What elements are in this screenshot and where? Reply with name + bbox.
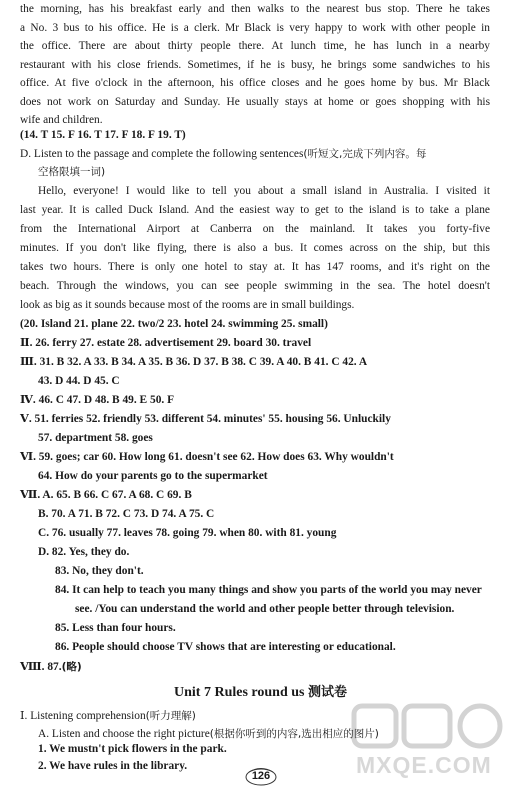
answers-section-7d-84-cont: see. /You can understand the world and other people better through television. [75, 603, 455, 615]
passage-c-line: the office. There are about thirty people there. At lunch time, he has lunch in a nearby [20, 40, 490, 52]
answers-section-6-cont: 64. How do your parents go to the supermarket [38, 470, 268, 482]
answers-section-6: Ⅵ. 59. goes; car 60. How long 61. doesn't see 62. How does 63. Why wouldn't [20, 451, 394, 463]
passage-c-line: does not work on Saturday and Sunday. He usually stays at home or goes shopping with his [20, 95, 490, 108]
listening-part-a-en: A. Listen and choose the right picture [38, 728, 210, 740]
answers-section-7d-83: 83. No, they don't. [55, 565, 144, 577]
answers-section-2: Ⅱ. 26. ferry 27. estate 28. advertisement 29. board 30. travel [20, 337, 312, 349]
passage-c-line: a No. 3 bus to his office. He is a clerk. Mr Black is very happy to work with other people in [20, 21, 490, 34]
answers-section-5: Ⅴ. 51. ferries 52. friendly 53. different 54. minutes' 55. housing 56. Unluckily [20, 413, 391, 425]
answers-section-7d-84: 84. It can help to teach you many things and show you parts of the world you may never [55, 584, 482, 596]
listening-heading [20, 708, 196, 724]
passage-d-line: from the International Airport at Canberra on the mainland. It takes you forty-five [20, 223, 490, 235]
passage-d-line: beach. Through the windows, you can see people swimming in the sea. The hotel doesn't [20, 280, 490, 292]
answers-section-7d-85: 85. Less than four hours. [55, 622, 176, 634]
answers-section-7a: Ⅶ. A. 65. B 66. C 67. A 68. C 69. B [20, 489, 192, 501]
passage-c-line: office. At five o'clock in the afternoon, his office closes and he goes home by bus. Mr Black [20, 77, 490, 89]
section-d-instruction-en: D. Listen to the passage and complete the following sentences [20, 148, 304, 160]
answers-section-8-num: Ⅷ. 87. [20, 661, 62, 673]
passage-c-line: restaurant with his close friends. Sometimes, if he is busy, he brings some sandwiches to his [20, 58, 490, 71]
passage-c-answers: (14. T 15. F 16. T 17. F 18. F 19. T) [20, 129, 186, 141]
page-number-text: 126 [251, 770, 271, 782]
answers-section-8 [20, 659, 82, 675]
watermark-logo-icon [348, 700, 518, 755]
watermark-text: MXQE.COM [356, 752, 492, 778]
listening-item-2: 2. We have rules in the library. [38, 760, 188, 772]
watermark [348, 700, 518, 782]
listening-item-1: 1. We mustn't pick flowers in the park. [38, 743, 227, 755]
section-d-instruction [20, 146, 426, 162]
answers-section-7d-86: 86. People should choose TV shows that are interesting or educational. [55, 641, 396, 653]
unit-title-cn: 测试卷 [307, 685, 347, 700]
answers-section-3-cont: 43. D 44. D 45. C [38, 375, 120, 387]
passage-d-line: minutes. If you don't like flying, there is also a bus. It comes across on the ship, but this [20, 242, 490, 254]
answers-section-5-cont: 57. department 58. goes [38, 432, 153, 444]
passage-d-line: last year. It is called Duck Island. And the easiest way to get to the island is to take a plane [20, 204, 490, 216]
section-d-instruction-cn: (听短文,完成下列内容。每 [303, 148, 427, 160]
answers-section-8-note: (略) [61, 661, 82, 673]
answers-section-7b: B. 70. A 71. B 72. C 73. D 74. A 75. C [38, 508, 215, 520]
passage-d-line: Hello, everyone! I would like to tell you about a small island in Australia. I visited it [38, 185, 490, 197]
passage-c-line: wife and children. [20, 114, 103, 126]
passage-d-answers: (20. Island 21. plane 22. two/2 23. hotel 24. swimming 25. small) [20, 318, 328, 330]
listening-part-a-cn: (根据你听到的内容,选出相应的图片) [209, 728, 379, 740]
passage-d-line: takes two hours. There is only one hotel to stay at. It has 147 rooms, and it's right on the [20, 261, 490, 273]
passage-c-line: the morning, has his breakfast early and then walks to the nearest bus stop. There he takes [20, 3, 490, 15]
answers-section-7c: C. 76. usually 77. leaves 78. going 79. when 80. with 81. young [38, 527, 337, 539]
answers-section-4: Ⅳ. 46. C 47. D 48. B 49. E 50. F [20, 394, 175, 406]
answers-section-3: Ⅲ. 31. B 32. A 33. B 34. A 35. B 36. D 37. B 38. C 39. A 40. B 41. C 42. A [20, 356, 368, 368]
listening-heading-en: Ⅰ. Listening comprehension [20, 710, 146, 722]
page-number [243, 766, 279, 786]
answers-section-7d-82: D. 82. Yes, they do. [38, 546, 130, 558]
section-d-instruction-cn-cont: 空格限填一词) [38, 166, 106, 178]
unit-title-en: Unit 7 Rules round us [174, 685, 305, 700]
listening-part-a [38, 726, 379, 742]
listening-heading-cn: (听力理解) [145, 710, 196, 722]
passage-d-line: look as big as it sounds because most of the rooms are in small buildings. [20, 299, 355, 311]
